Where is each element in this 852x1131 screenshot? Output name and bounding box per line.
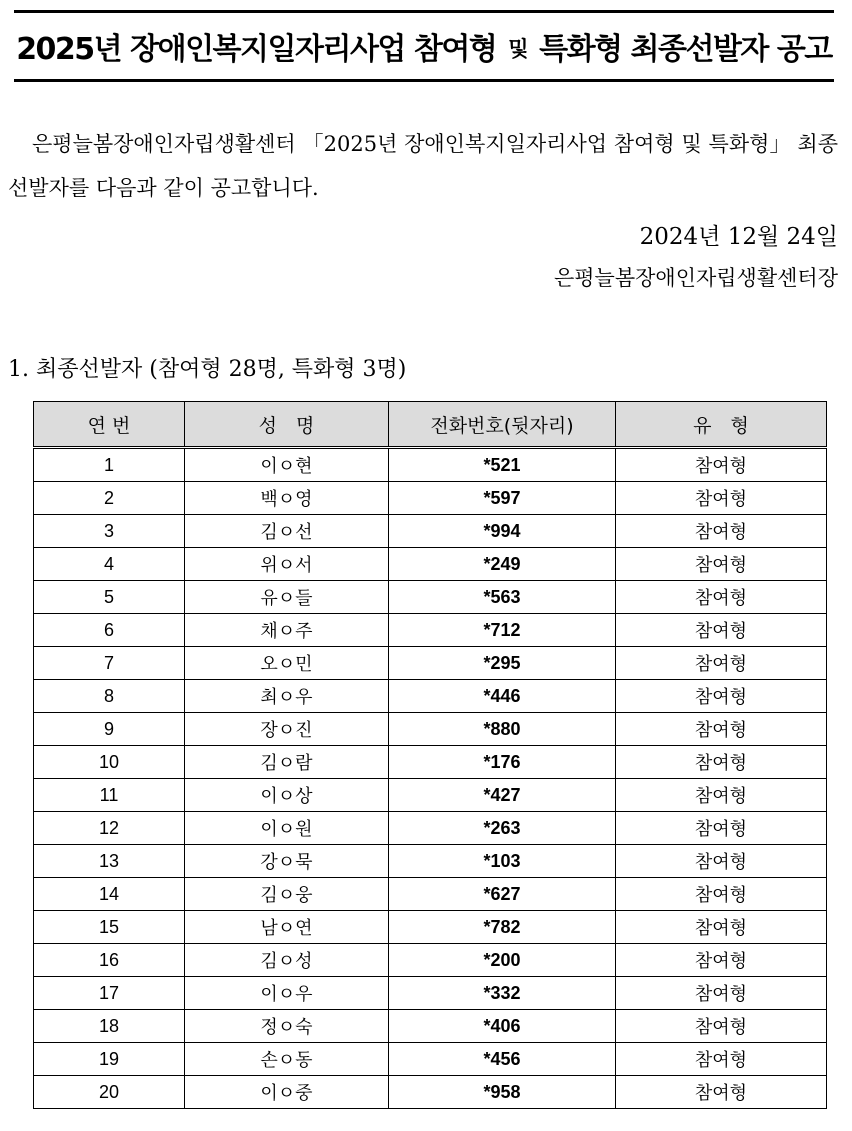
row-number: 13: [34, 845, 185, 878]
phone-suffix: *958: [389, 1076, 616, 1109]
participation-type: 참여형: [616, 1043, 827, 1076]
person-name: 유ㅇ들: [185, 581, 389, 614]
table-row: [34, 1076, 827, 1109]
row-number: 7: [34, 647, 185, 680]
person-name: 최ㅇ우: [185, 680, 389, 713]
participation-type: 참여형: [616, 680, 827, 713]
person-name: 백ㅇ영: [185, 482, 389, 515]
participation-type: 참여형: [616, 845, 827, 878]
phone-suffix: *427: [389, 779, 616, 812]
row-number: 5: [34, 581, 185, 614]
phone-suffix: *200: [389, 944, 616, 977]
row-number: 20: [34, 1076, 185, 1109]
section-title: 1. 최종선발자 (참여형 28명, 특화형 3명): [8, 357, 407, 382]
person-name: 김ㅇ람: [185, 746, 389, 779]
page-title: [14, 10, 834, 82]
person-name: 장ㅇ진: [185, 713, 389, 746]
row-number: 16: [34, 944, 185, 977]
phone-suffix: *446: [389, 680, 616, 713]
row-number: 19: [34, 1043, 185, 1076]
person-name: 이ㅇ현: [185, 448, 389, 482]
participation-type: 참여형: [616, 977, 827, 1010]
person-name: 김ㅇ성: [185, 944, 389, 977]
intro-text: 은평늘봄장애인자립생활센터 「2025년 장애인복지일자리사업 참여형 및 특화형」 최종선발자를 다음과 같이 공고합니다.: [8, 132, 838, 200]
participation-type: 참여형: [616, 515, 827, 548]
phone-suffix: *597: [389, 482, 616, 515]
participation-type: 참여형: [616, 614, 827, 647]
row-number: 18: [34, 1010, 185, 1043]
table-row: [34, 515, 827, 548]
row-number: 11: [34, 779, 185, 812]
participation-type: 참여형: [616, 944, 827, 977]
row-number: 1: [34, 448, 185, 482]
table-row: [34, 812, 827, 845]
header-no: 연 번: [34, 402, 185, 448]
selection-table: [33, 401, 827, 1109]
table-row: [34, 448, 827, 482]
table-row: [34, 944, 827, 977]
participation-type: 참여형: [616, 746, 827, 779]
phone-suffix: *263: [389, 812, 616, 845]
signer: 은평늘봄장애인자립생활센터장: [553, 266, 838, 290]
table-row: [34, 680, 827, 713]
intro-paragraph: [8, 122, 838, 210]
phone-suffix: *782: [389, 911, 616, 944]
row-number: 2: [34, 482, 185, 515]
phone-suffix: *456: [389, 1043, 616, 1076]
person-name: 이ㅇ중: [185, 1076, 389, 1109]
participation-type: 참여형: [616, 878, 827, 911]
table-row: [34, 746, 827, 779]
table-row: [34, 779, 827, 812]
phone-suffix: *880: [389, 713, 616, 746]
participation-type: 참여형: [616, 1076, 827, 1109]
table-row: [34, 713, 827, 746]
table-row: [34, 482, 827, 515]
person-name: 오ㅇ민: [185, 647, 389, 680]
participation-type: 참여형: [616, 779, 827, 812]
row-number: 12: [34, 812, 185, 845]
row-number: 10: [34, 746, 185, 779]
row-number: 17: [34, 977, 185, 1010]
participation-type: 참여형: [616, 482, 827, 515]
title-rest: 특화형 최종선발자 공고: [539, 32, 832, 67]
title-main: 2025년 장애인복지일자리사업 참여형: [16, 32, 497, 67]
participation-type: 참여형: [616, 647, 827, 680]
title-and: 및: [508, 37, 528, 61]
table-row: [34, 1010, 827, 1043]
row-number: 15: [34, 911, 185, 944]
row-number: 8: [34, 680, 185, 713]
table-row: [34, 548, 827, 581]
participation-type: 참여형: [616, 581, 827, 614]
phone-suffix: *249: [389, 548, 616, 581]
participation-type: 참여형: [616, 812, 827, 845]
participation-type: 참여형: [616, 448, 827, 482]
person-name: 정ㅇ숙: [185, 1010, 389, 1043]
row-number: 6: [34, 614, 185, 647]
table-row: [34, 647, 827, 680]
table-header-row: [34, 402, 827, 448]
row-number: 14: [34, 878, 185, 911]
phone-suffix: *627: [389, 878, 616, 911]
person-name: 이ㅇ우: [185, 977, 389, 1010]
table-row: [34, 581, 827, 614]
participation-type: 참여형: [616, 911, 827, 944]
phone-suffix: *406: [389, 1010, 616, 1043]
participation-type: 참여형: [616, 1010, 827, 1043]
phone-suffix: *994: [389, 515, 616, 548]
person-name: 남ㅇ연: [185, 911, 389, 944]
phone-suffix: *103: [389, 845, 616, 878]
phone-suffix: *563: [389, 581, 616, 614]
row-number: 9: [34, 713, 185, 746]
table-row: [34, 614, 827, 647]
table-row: [34, 845, 827, 878]
person-name: 이ㅇ상: [185, 779, 389, 812]
person-name: 위ㅇ서: [185, 548, 389, 581]
phone-suffix: *712: [389, 614, 616, 647]
announcement-date: 2024년 12월 24일: [639, 224, 838, 250]
phone-suffix: *521: [389, 448, 616, 482]
person-name: 김ㅇ웅: [185, 878, 389, 911]
row-number: 4: [34, 548, 185, 581]
participation-type: 참여형: [616, 713, 827, 746]
row-number: 3: [34, 515, 185, 548]
phone-suffix: *332: [389, 977, 616, 1010]
participation-type: 참여형: [616, 548, 827, 581]
person-name: 손ㅇ동: [185, 1043, 389, 1076]
phone-suffix: *295: [389, 647, 616, 680]
header-type: 유 형: [616, 402, 827, 448]
person-name: 채ㅇ주: [185, 614, 389, 647]
phone-suffix: *176: [389, 746, 616, 779]
table-row: [34, 911, 827, 944]
header-name: 성 명: [185, 402, 389, 448]
table-row: [34, 878, 827, 911]
header-phone: 전화번호(뒷자리): [389, 402, 616, 448]
table-row: [34, 977, 827, 1010]
table-body: [34, 448, 827, 1109]
person-name: 이ㅇ원: [185, 812, 389, 845]
person-name: 김ㅇ선: [185, 515, 389, 548]
person-name: 강ㅇ묵: [185, 845, 389, 878]
table-row: [34, 1043, 827, 1076]
